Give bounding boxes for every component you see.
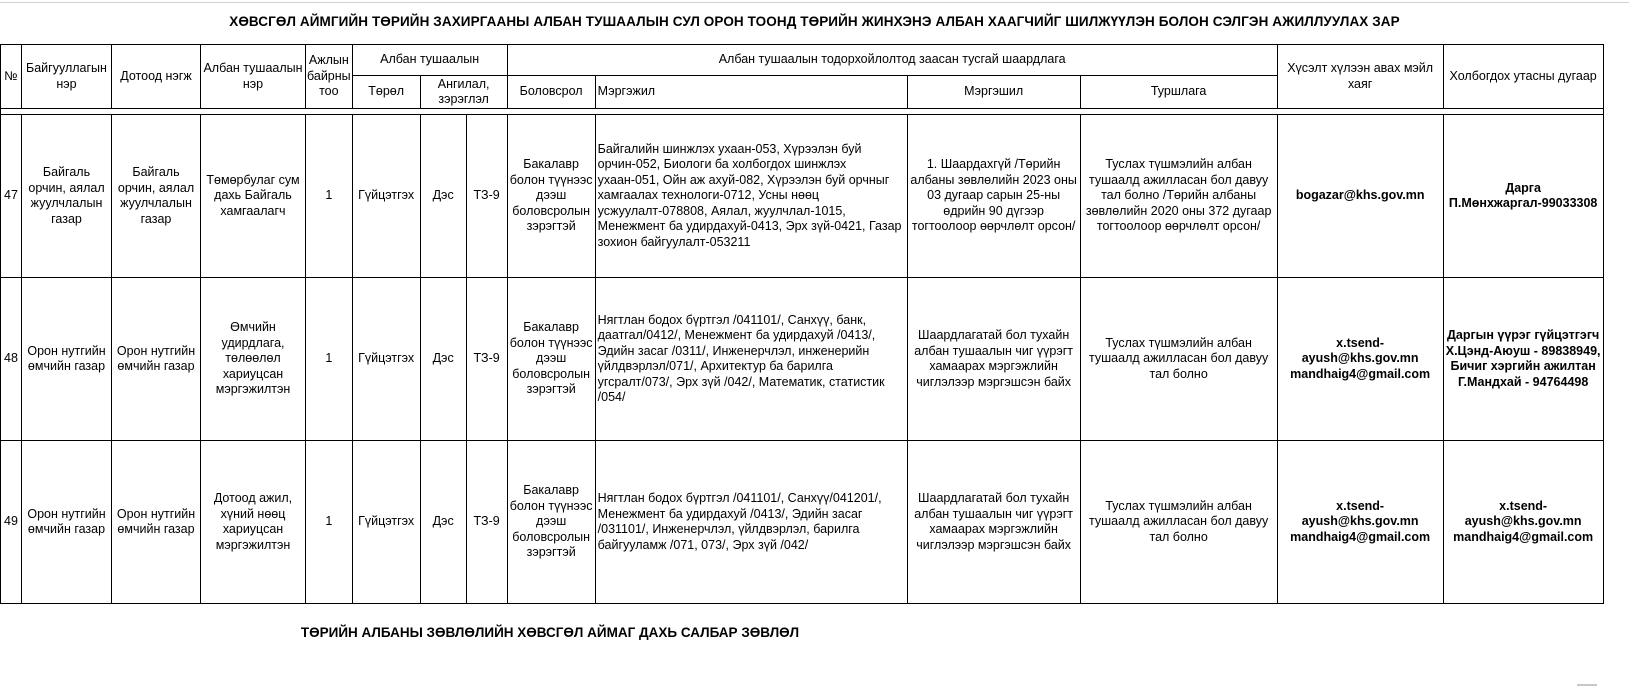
footer-title: ТӨРИЙН АЛБАНЫ ЗӨВЛӨЛИЙН ХӨВСГӨЛ АЙМАГ ДАХЬ САЛБАР ЗӨВЛӨЛ bbox=[300, 625, 800, 640]
header-profession: Мэргэжил bbox=[595, 76, 907, 109]
cell-skill: Шаардлагатай бол тухайн албан тушаалын чиг үүрэгт хамаарах мэргэжлийн чиглэлээр мэргэшсэн байх bbox=[907, 278, 1080, 441]
cell-skill: Шаардлагатай бол тухайн албан тушаалын чиг үүрэгт хамаарах мэргэжлийн чиглэлээр мэргэшсэн байх bbox=[907, 441, 1080, 604]
cell-org: Орон нутгийн өмчийн газар bbox=[22, 441, 112, 604]
cell-org: Орон нутгийн өмчийн газар bbox=[22, 278, 112, 441]
header-type: Төрөл bbox=[352, 76, 420, 109]
cell-phone: x.tsend-ayush@khs.gov.mn mandhaig4@gmail.com bbox=[1443, 441, 1603, 604]
sheet-top-gridline bbox=[0, 2, 1629, 3]
cell-vacancies: 1 bbox=[306, 278, 353, 441]
cell-grade: ТЗ-9 bbox=[466, 278, 507, 441]
header-phone: Холбогдох утасны дугаар bbox=[1443, 45, 1603, 109]
header-email: Хүсэлт хүлээн авах мэйл хаяг bbox=[1277, 45, 1443, 109]
header-row-1 bbox=[1, 45, 1604, 76]
header-education: Боловсрол bbox=[507, 76, 595, 109]
cell-profession: Нягтлан бодох бүртгэл /041101/, Санхүү, банк, даатгал/0412/, Менежмент ба удирдахуй /0413/, Эдийн засаг /0311/, Инженерчлэл, инженерийн үйлдвэрлэл/071/, Архитектур ба барилга угсралт/073/, Эрх зүй /042/, Математик, статистик /054/ bbox=[595, 278, 907, 441]
corner-mark bbox=[1577, 684, 1597, 686]
header-requirements: Албан тушаалын тодорхойлолтод заасан тусгай шаардлага bbox=[507, 45, 1277, 76]
cell-position: Төмөрбулаг сум дахь Байгаль хамгаалагч bbox=[201, 115, 306, 278]
cell-num: 47 bbox=[1, 115, 22, 278]
page-title: ХӨВСГӨЛ АЙМГИЙН ТӨРИЙН ЗАХИРГААНЫ АЛБАН ТУШААЛЫН СУЛ ОРОН ТООНД ТӨРИЙН ЖИНХЭНЭ АЛБАН ХААГЧИЙГ ШИЛЖҮҮЛЭН БОЛОН СЭЛГЭН АЖИЛЛУУЛАХ ЗАР bbox=[229, 14, 1400, 29]
cell-vacancies: 1 bbox=[306, 115, 353, 278]
cell-experience: Туслах түшмэлийн албан тушаалд ажилласан бол давуу тал болно /Төрийн албаны зөвлөлийн 2020 оны 372 дугаар тогтоолоор өөрчлөлт орсон/ bbox=[1080, 115, 1277, 278]
header-org: Байгууллагын нэр bbox=[22, 45, 112, 109]
cell-position: Дотоод ажил, хүний нөөц хариуцсан мэргэжилтэн bbox=[201, 441, 306, 604]
cell-vacancies: 1 bbox=[306, 441, 353, 604]
vacancy-table bbox=[0, 44, 1604, 604]
cell-profession: Байгалийн шинжлэх ухаан-053, Хүрээлэн буй орчин-052, Биологи ба холбогдох шинжлэх ухаан-051, Ойн аж ахуй-082, Хүрээлэн буй орчныг хамгаалах технологи-0712, Усны нөөц усжуулалт-078808, Аялал, жуулчлал-1015, Менежмент ба удирдахуй-0413, Эрх зүй-0421, Газар зохион байгуулалт-053211 bbox=[595, 115, 907, 278]
cell-num: 48 bbox=[1, 278, 22, 441]
cell-num: 49 bbox=[1, 441, 22, 604]
table-row bbox=[1, 278, 1604, 441]
cell-experience: Туслах түшмэлийн албан тушаалд ажилласан бол давуу тал болно bbox=[1080, 278, 1277, 441]
table-row bbox=[1, 441, 1604, 604]
cell-org: Байгаль орчин, аялал жуулчлалын газар bbox=[22, 115, 112, 278]
cell-position: Өмчийн удирдлага, төлөөлөл хариуцсан мэргэжилтэн bbox=[201, 278, 306, 441]
cell-unit: Байгаль орчин, аялал жуулчлалын газар bbox=[112, 115, 201, 278]
cell-unit: Орон нутгийн өмчийн газар bbox=[112, 278, 201, 441]
cell-phone: Даргын үүрэг гүйцэтгэгч Х.Цэнд-Аюуш - 89838949, Бичиг хэргийн ажилтан Г.Мандхай - 94764498 bbox=[1443, 278, 1603, 441]
cell-type: Гүйцэтгэх bbox=[352, 115, 420, 278]
header-num: № bbox=[1, 45, 22, 109]
cell-email: bogazar@khs.gov.mn bbox=[1277, 115, 1443, 278]
cell-education: Бакалавр болон түүнээс дээш боловсролын зэрэгтэй bbox=[507, 115, 595, 278]
table-row bbox=[1, 115, 1604, 278]
cell-category: Дэс bbox=[420, 278, 466, 441]
cell-email: x.tsend-ayush@khs.gov.mn mandhaig4@gmail.com bbox=[1277, 441, 1443, 604]
header-experience: Туршлага bbox=[1080, 76, 1277, 109]
cell-education: Бакалавр болон түүнээс дээш боловсролын зэрэгтэй bbox=[507, 278, 595, 441]
header-skill: Мэргэшил bbox=[907, 76, 1080, 109]
header-position: Албан тушаалын нэр bbox=[201, 45, 306, 109]
cell-profession: Нягтлан бодох бүртгэл /041101/, Санхүү/041201/, Менежмент ба удирдахуй /0413/, Эдийн засаг /031101/, Инженерчлэл, үйлдвэрлэл, барилга байгууламж /071, 073/, Эрх зүй /042/ bbox=[595, 441, 907, 604]
cell-experience: Туслах түшмэлийн албан тушаалд ажилласан бол давуу тал болно bbox=[1080, 441, 1277, 604]
cell-skill: 1. Шаардахгүй /Төрийн албаны зөвлөлийн 2023 оны 03 дугаар сарын 25-ны өдрийн 90 дүгээр тогтоолоор өөрчлөлт орсон/ bbox=[907, 115, 1080, 278]
cell-category: Дэс bbox=[420, 441, 466, 604]
cell-phone: Дарга П.Мөнхжаргал-99033308 bbox=[1443, 115, 1603, 278]
header-vacancies: Ажлын байрны тоо bbox=[306, 45, 353, 109]
cell-type: Гүйцэтгэх bbox=[352, 278, 420, 441]
cell-grade: ТЗ-9 bbox=[466, 441, 507, 604]
cell-email: x.tsend-ayush@khs.gov.mn mandhaig4@gmail.com bbox=[1277, 278, 1443, 441]
header-unit: Дотоод нэгж bbox=[112, 45, 201, 109]
cell-unit: Орон нутгийн өмчийн газар bbox=[112, 441, 201, 604]
cell-grade: ТЗ-9 bbox=[466, 115, 507, 278]
header-position-group: Албан тушаалын bbox=[352, 45, 507, 76]
cell-category: Дэс bbox=[420, 115, 466, 278]
cell-education: Бакалавр болон түүнээс дээш боловсролын зэрэгтэй bbox=[507, 441, 595, 604]
header-category: Ангилал, зэрэглэл bbox=[420, 76, 507, 109]
cell-type: Гүйцэтгэх bbox=[352, 441, 420, 604]
